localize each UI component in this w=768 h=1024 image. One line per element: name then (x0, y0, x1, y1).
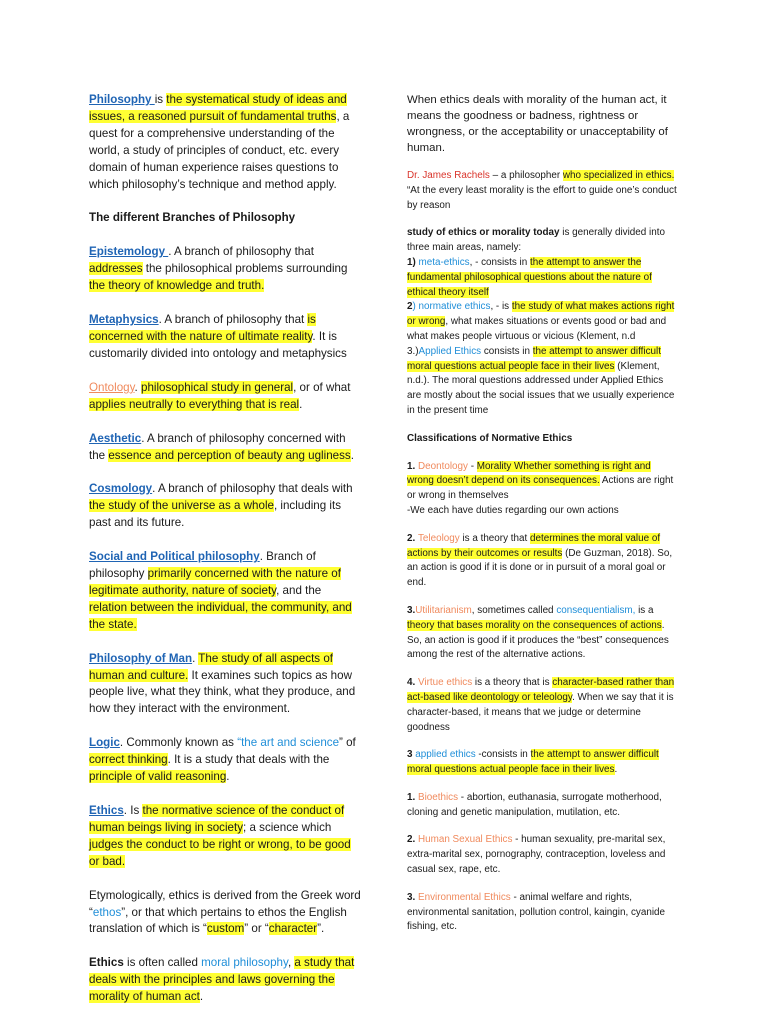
highlight: the study of what makes actions right or wrong (407, 301, 675, 328)
highlight: Morality Whether something is right and wrong doesn’t depend on its consequences. (407, 460, 651, 487)
highlight: the systematical study of ideas and issues, a reasoned pursuit of fundamental truths (89, 93, 347, 123)
ethics-areas-paragraph: study of ethics or morality today is generally divided into three main areas, namely: 1) meta-ethics, - consists in the attempt to answer the fundamental philosophical questions about the nature of ethical theory itself 2) normative ethics, - is the study of what makes actions right or wrong, what makes situations or events good or bad and what makes people virtuous or vicious (Klement, n.d 3.)Applied Ethics consists in the attempt to answer difficult moral questions actual people face in their lives (Klement, n.d.). The moral questions addressed under Applied Ethics are mostly about the social issues that we usually experience in the present time (407, 227, 675, 416)
philosophy-definition: Philosophy is the systematical study of ideas and issues, a reasoned pursuit of fundamental truths, a quest for a comprehensive understanding of the world, a study of principles of conduct, etc. every domain of human experience raises questions to which philosophy’s technique and method apply. (89, 93, 350, 191)
highlight: correct thinking (89, 753, 168, 767)
deontology-item: 1. Deontology - Morality Whether something is right and wrong doesn’t depend on its consequences. Actions are right or wrong in themselves -We each have duties regarding our own actions (407, 460, 674, 516)
highlight: relation between the individual, the community, and the state. (89, 600, 352, 631)
ontology-definition: Ontology. philosophical study in general, or of what applies neutrally to everything that is real. (89, 380, 351, 411)
bold-ethics: Ethics (89, 956, 124, 970)
term-cosmology: Cosmology (89, 482, 153, 496)
ethics-definition: Ethics. Is the normative science of the conduct of human beings living in society; a science which judges the conduct to be right or wrong, to be good or bad. (89, 804, 351, 868)
term-applied-ethics: Applied Ethics (418, 345, 482, 357)
highlight: essence and perception of beauty ang ugliness (108, 448, 351, 462)
classifications-heading: Classifications of Normative Ethics (407, 432, 573, 444)
term-epistemology: Epistemology (89, 245, 169, 259)
highlight: is concerned with the nature of ultimate reality (89, 313, 316, 343)
term-bioethics: Bioethics (417, 791, 459, 803)
sexual-ethics-item: 2. Human Sexual Ethics - human sexuality, pre-marital sex, extra-marital sex, pornography, contraception, loveless and casual sex, rape, etc. (407, 834, 666, 876)
teleology-item: 2. Teleology is a theory that determines the moral value of actions by their outcomes or results (De Guzman, 2018). So, an action is good if it is done or in pursuit of a moral goal or end. (407, 532, 673, 589)
term-moral-philosophy: moral philosophy (201, 956, 288, 970)
bioethics-item: 1. Bioethics - abortion, euthanasia, surrogate motherhood, cloning and genetic manipulation, mutilation, etc. (407, 791, 662, 818)
term-philosophy: Philosophy (89, 93, 155, 106)
highlight: judges the conduct to be right or wrong, to be good or bad. (89, 837, 351, 868)
term-philosophy-of-man: Philosophy of Man (89, 651, 193, 665)
term-virtue-ethics: Virtue ethics (417, 677, 473, 689)
highlight: theory that bases morality on the consequences of actions (407, 619, 662, 631)
highlight: determines the moral value of actions by their outcomes or results (407, 532, 661, 559)
logic-definition: Logic. Commonly known as “the art and science” of correct thinking. It is a study that deals with the principle of valid reasoning. (89, 736, 356, 784)
highlight: the attempt to answer the fundamental philosophical questions about the nature of ethical theory itself (407, 256, 652, 298)
intro-paragraph: When ethics deals with morality of the human act, it means the goodness or badness, rightness or wrongness, or the acceptability or unacceptability of human. (407, 94, 668, 154)
term-aesthetic: Aesthetic (89, 431, 142, 445)
highlight: The study of all aspects of human and culture. (89, 651, 333, 682)
aesthetic-definition: Aesthetic. A branch of philosophy concerned with the essence and perception of beauty ang ugliness. (89, 431, 354, 462)
term-utilitarianism: Utilitarianism (415, 604, 472, 616)
rachels-paragraph: Dr. James Rachels – a philosopher who specialized in ethics. “At the every least morality is the effort to guide one’s conduct by reason (407, 170, 677, 211)
epistemology-definition: Epistemology . A branch of philosophy that addresses the philosophical problems surrounding the theory of knowledge and truth. (89, 245, 348, 293)
highlight: the attempt to answer difficult moral questions actual people face in their lives (407, 345, 661, 372)
term-meta-ethics: meta-ethics (418, 256, 470, 268)
term-applied-ethics-2: applied ethics (415, 749, 476, 761)
highlight: who specialized in ethics. (562, 170, 675, 181)
virtue-ethics-item: 4. Virtue ethics is a theory that is character-based rather than act-based like deontology or teleology. When we say that it is character-based, it means that we judge or determine goodness (407, 677, 675, 733)
utilitarianism-item: 3.Utilitarianism, sometimes called consequentialism, is a theory that bases morality on the consequences of actions. So, an action is good if it produces the “best” consequences among the rest of the alternative actions. (407, 604, 669, 661)
highlight: the study of the universe as a whole (89, 499, 274, 513)
highlight: character-based rather than act-based like deontology or teleology (407, 677, 675, 703)
term-deontology: Deontology (417, 460, 468, 472)
moral-philosophy-paragraph: Ethics is often called moral philosophy, a study that deals with the principles and laws governing the morality of human act. (89, 956, 355, 1004)
highlight: the theory of knowledge and truth. (89, 279, 265, 293)
term-ontology: Ontology (89, 380, 135, 394)
term-ethics: Ethics (89, 804, 124, 817)
term-environmental-ethics: Environmental Ethics (417, 891, 511, 903)
term-social-political: Social and Political philosophy (89, 550, 260, 564)
term-normative-ethics: ) normative ethics (412, 301, 491, 313)
branches-heading: The different Branches of Philosophy (89, 211, 296, 225)
term-teleology: Teleology (417, 532, 460, 544)
philosophy-of-man-definition: Philosophy of Man. The study of all aspects of human and culture. It examines such topics as how people live, what they think, what they produce, and how they interact with the environment. (89, 651, 356, 716)
term-human-sexual-ethics: Human Sexual Ethics (417, 834, 513, 846)
term-consequentialism: consequentialism, (556, 604, 636, 616)
highlight: addresses (89, 262, 143, 276)
cosmology-definition: Cosmology. A branch of philosophy that deals with the study of the universe as a whole, including its past and its future. (89, 482, 353, 530)
term-logic: Logic (89, 736, 120, 750)
name-james-rachels: Dr. James Rachels (407, 170, 490, 181)
highlight: custom (206, 922, 245, 936)
social-political-definition: Social and Political philosophy. Branch of philosophy primarily concerned with the nature of legitimate authority, nature of society, and the relation between the individual, the community, and the state. (89, 550, 352, 631)
quote-art-and-science: “the art and science (237, 736, 340, 750)
highlight: character (268, 922, 318, 936)
applied-ethics-item: 3 applied ethics -consists in the attempt to answer difficult moral questions actual people face in their lives. (407, 749, 659, 776)
etymology-paragraph: Etymologically, ethics is derived from the Greek word “ethos”, or that which pertains to ethos the English translation of which is “custom” or “character”. (89, 888, 361, 936)
highlight: the normative science of the conduct of human beings living in society (89, 804, 345, 834)
environmental-ethics-item: 3. Environmental Ethics - animal welfare and rights, environmental sanitation, pollution control, kaingin, cyanide fishing, etc. (407, 891, 666, 933)
metaphysics-definition: Metaphysics. A branch of philosophy that is concerned with the nature of ultimate reality. It is customarily divided into ontology and metaphysics (89, 313, 347, 360)
highlight: philosophical study in general (141, 380, 294, 394)
left-column (89, 92, 362, 1023)
highlight: primarily concerned with the nature of legitimate authority, nature of society (89, 567, 341, 597)
word-ethos: ethos (92, 905, 122, 919)
highlight: a study that deals with the principles and laws governing the morality of human act (89, 956, 355, 1004)
highlight: principle of valid reasoning (89, 770, 227, 784)
highlight: the attempt to answer difficult moral questions actual people face in their lives (407, 749, 659, 776)
highlight: applies neutrally to everything that is real (89, 397, 300, 411)
right-column (407, 92, 679, 948)
term-metaphysics: Metaphysics (89, 313, 159, 327)
